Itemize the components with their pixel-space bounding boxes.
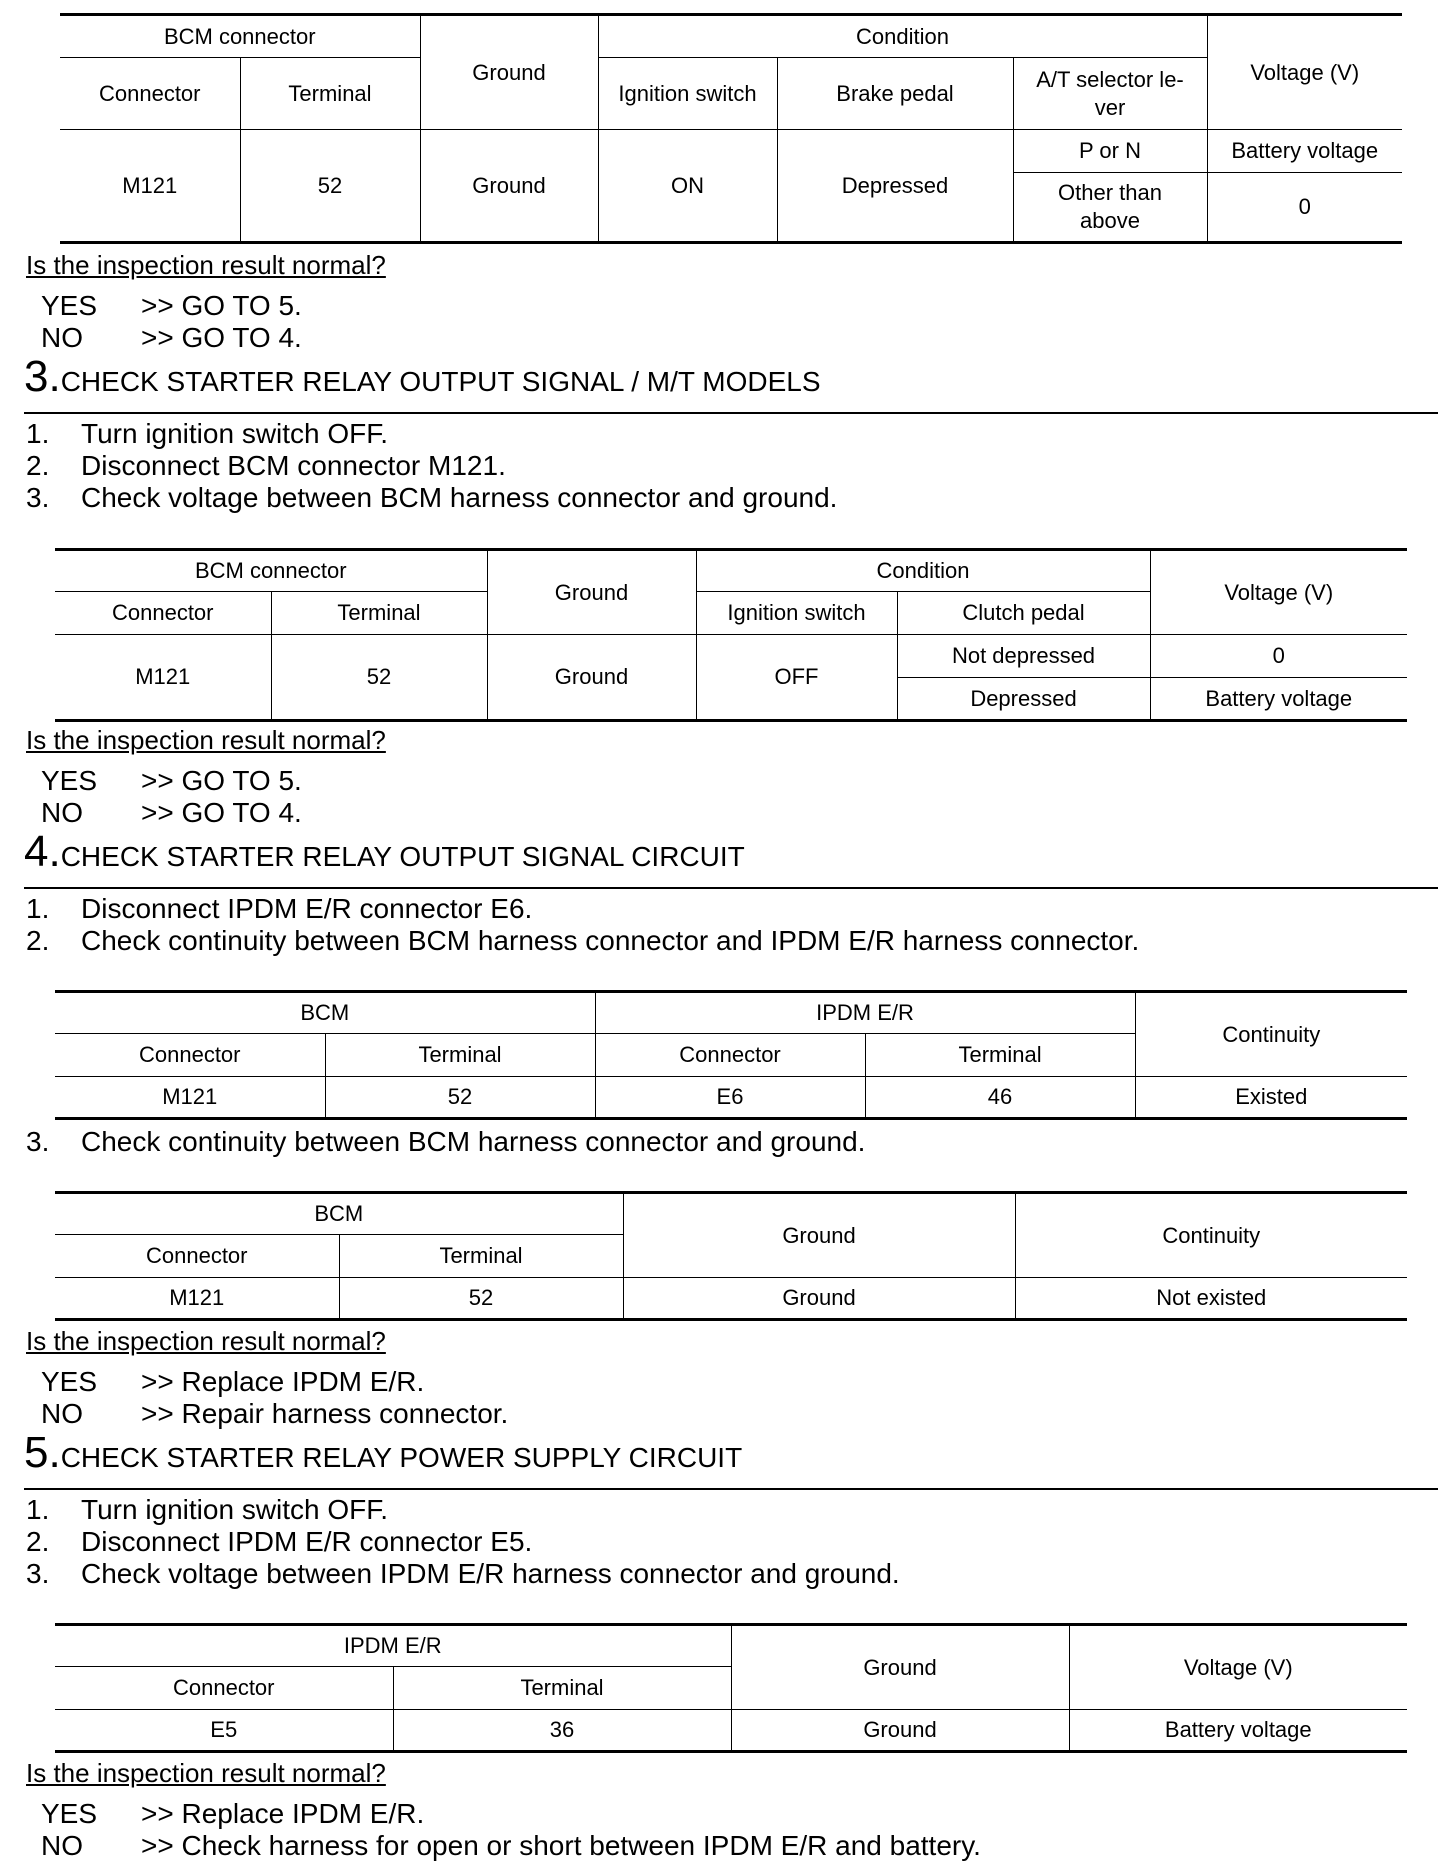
step-number: 2. <box>26 925 50 956</box>
cell-voltage-1: 0 <box>1150 635 1407 678</box>
section-3-heading <box>24 352 821 402</box>
table-clutch-voltage <box>55 548 1407 722</box>
header-bcm: BCM <box>55 992 595 1034</box>
header-continuity: Continuity <box>1135 992 1407 1077</box>
table-bcm-ipdm-continuity <box>55 990 1407 1120</box>
cell-connector: E5 <box>55 1710 393 1752</box>
section-number: 3. <box>24 352 61 401</box>
divider <box>24 1488 1438 1490</box>
cell-selector-1: P or N <box>1013 130 1207 173</box>
step-text: Check continuity between BCM harness connector and ground. <box>81 1126 866 1157</box>
no-text: >> GO TO 4. <box>141 797 302 828</box>
step <box>26 1558 900 1590</box>
answer-no <box>41 1830 981 1862</box>
header-bcm: BCM <box>55 1193 623 1235</box>
step <box>26 925 1139 957</box>
table-at-selector-voltage <box>60 13 1402 244</box>
cell-connector: M121 <box>55 635 271 721</box>
header-connector: Connector <box>55 1034 325 1077</box>
cell-ipdm-connector: E6 <box>595 1077 865 1119</box>
cell-continuity: Not existed <box>1015 1278 1407 1320</box>
header-ground: Ground <box>487 550 696 635</box>
step-number: 3. <box>26 1126 50 1157</box>
header-voltage: Voltage (V) <box>1069 1625 1407 1710</box>
table-bcm-ground-continuity <box>55 1191 1407 1321</box>
yes-text: >> Replace IPDM E/R. <box>141 1366 425 1397</box>
section-5-heading <box>24 1428 742 1478</box>
step-text: Turn ignition switch OFF. <box>81 1494 389 1525</box>
cell-connector: M121 <box>60 130 240 243</box>
no-label: NO <box>41 1830 83 1861</box>
header-ipdm: IPDM E/R <box>55 1625 731 1667</box>
inspection-question: Is the inspection result normal? <box>26 725 386 755</box>
cell-terminal: 52 <box>271 635 487 721</box>
cell-terminal: 52 <box>339 1278 623 1320</box>
header-voltage: Voltage (V) <box>1207 15 1402 130</box>
yes-label: YES <box>41 1798 98 1829</box>
cell-ipdm-terminal: 46 <box>865 1077 1135 1119</box>
header-ipdm: IPDM E/R <box>595 992 1135 1034</box>
inspection-question: Is the inspection result normal? <box>26 1758 386 1788</box>
header-ground: Ground <box>623 1193 1015 1278</box>
divider <box>24 412 1438 414</box>
cell-continuity: Existed <box>1135 1077 1407 1119</box>
step-number: 2. <box>26 1526 50 1557</box>
no-label: NO <box>41 1398 83 1429</box>
header-at-selector-lever: A/T selector le-ver <box>1013 58 1207 130</box>
header-connector: Connector <box>595 1034 865 1077</box>
yes-text: >> GO TO 5. <box>141 290 302 321</box>
cell-ignition: ON <box>598 130 777 243</box>
header-continuity: Continuity <box>1015 1193 1407 1278</box>
header-clutch-pedal: Clutch pedal <box>897 592 1150 635</box>
no-label: NO <box>41 797 83 828</box>
cell-ground: Ground <box>731 1710 1069 1752</box>
step <box>26 450 506 482</box>
step-number: 1. <box>26 1494 50 1525</box>
cell-terminal: 52 <box>240 130 420 243</box>
no-text: >> Check harness for open or short between IPDM E/R and battery. <box>141 1830 981 1861</box>
inspection-question: Is the inspection result normal? <box>26 250 386 280</box>
table-ipdm-voltage <box>55 1623 1407 1753</box>
cell-connector: M121 <box>55 1278 339 1320</box>
step-text: Disconnect IPDM E/R connector E6. <box>81 893 533 924</box>
answer-yes <box>41 290 302 322</box>
cell-voltage: Battery voltage <box>1069 1710 1407 1752</box>
section-number: 5. <box>24 1428 61 1477</box>
header-terminal: Terminal <box>393 1667 731 1710</box>
yes-text: >> GO TO 5. <box>141 765 302 796</box>
header-terminal: Terminal <box>865 1034 1135 1077</box>
header-terminal: Terminal <box>271 592 487 635</box>
header-bcm-connector: BCM connector <box>55 550 487 592</box>
header-brake-pedal: Brake pedal <box>777 58 1013 130</box>
section-title: CHECK STARTER RELAY POWER SUPPLY CIRCUIT <box>60 1442 743 1473</box>
step-text: Check voltage between BCM harness connector and ground. <box>81 482 838 513</box>
cell-bcm-connector: M121 <box>55 1077 325 1119</box>
inspection-question: Is the inspection result normal? <box>26 1326 386 1356</box>
step-text: Turn ignition switch OFF. <box>81 418 389 449</box>
step <box>26 482 837 514</box>
step-text: Check voltage between IPDM E/R harness connector and ground. <box>81 1558 900 1589</box>
step-number: 2. <box>26 450 50 481</box>
step-text: Disconnect IPDM E/R connector E5. <box>81 1526 533 1557</box>
cell-voltage-2: Battery voltage <box>1150 678 1407 721</box>
cell-voltage-1: Battery voltage <box>1207 130 1402 173</box>
cell-voltage-2: 0 <box>1207 173 1402 243</box>
header-ignition-switch: Ignition switch <box>598 58 777 130</box>
step <box>26 418 388 450</box>
header-condition: Condition <box>696 550 1150 592</box>
yes-text: >> Replace IPDM E/R. <box>141 1798 425 1829</box>
cell-clutch-1: Not depressed <box>897 635 1150 678</box>
yes-label: YES <box>41 1366 98 1397</box>
header-connector: Connector <box>60 58 240 130</box>
yes-label: YES <box>41 290 98 321</box>
cell-ground: Ground <box>487 635 696 721</box>
answer-yes <box>41 1798 424 1830</box>
step-number: 1. <box>26 893 50 924</box>
no-label: NO <box>41 322 83 353</box>
header-voltage: Voltage (V) <box>1150 550 1407 635</box>
yes-label: YES <box>41 765 98 796</box>
section-title: CHECK STARTER RELAY OUTPUT SIGNAL / M/T MODELS <box>60 366 821 397</box>
header-bcm-connector: BCM connector <box>60 15 420 58</box>
header-connector: Connector <box>55 1235 339 1278</box>
cell-ground: Ground <box>623 1278 1015 1320</box>
no-text: >> Repair harness connector. <box>141 1398 509 1429</box>
header-ground: Ground <box>731 1625 1069 1710</box>
header-condition: Condition <box>598 15 1207 58</box>
answer-no <box>41 1398 508 1430</box>
section-4-heading <box>24 827 745 877</box>
step-text: Disconnect BCM connector M121. <box>81 450 506 481</box>
step-number: 3. <box>26 1558 50 1589</box>
header-connector: Connector <box>55 592 271 635</box>
section-number: 4. <box>24 827 61 876</box>
answer-no <box>41 322 302 354</box>
header-terminal: Terminal <box>339 1235 623 1278</box>
step <box>26 893 532 925</box>
step <box>26 1494 388 1526</box>
header-connector: Connector <box>55 1667 393 1710</box>
section-title: CHECK STARTER RELAY OUTPUT SIGNAL CIRCUIT <box>60 841 745 872</box>
cell-ground: Ground <box>420 130 598 243</box>
header-ignition-switch: Ignition switch <box>696 592 897 635</box>
no-text: >> GO TO 4. <box>141 322 302 353</box>
answer-yes <box>41 1366 424 1398</box>
cell-clutch-2: Depressed <box>897 678 1150 721</box>
step <box>26 1526 532 1558</box>
header-ground: Ground <box>420 15 598 130</box>
cell-brake: Depressed <box>777 130 1013 243</box>
answer-yes <box>41 765 302 797</box>
cell-selector-2: Other than above <box>1013 173 1207 243</box>
step-number: 1. <box>26 418 50 449</box>
cell-ignition: OFF <box>696 635 897 721</box>
cell-terminal: 36 <box>393 1710 731 1752</box>
divider <box>24 887 1438 889</box>
answer-no <box>41 797 302 829</box>
header-terminal: Terminal <box>325 1034 595 1077</box>
step-number: 3. <box>26 482 50 513</box>
header-terminal: Terminal <box>240 58 420 130</box>
step-text: Check continuity between BCM harness connector and IPDM E/R harness connector. <box>81 925 1140 956</box>
cell-bcm-terminal: 52 <box>325 1077 595 1119</box>
step <box>26 1126 865 1158</box>
